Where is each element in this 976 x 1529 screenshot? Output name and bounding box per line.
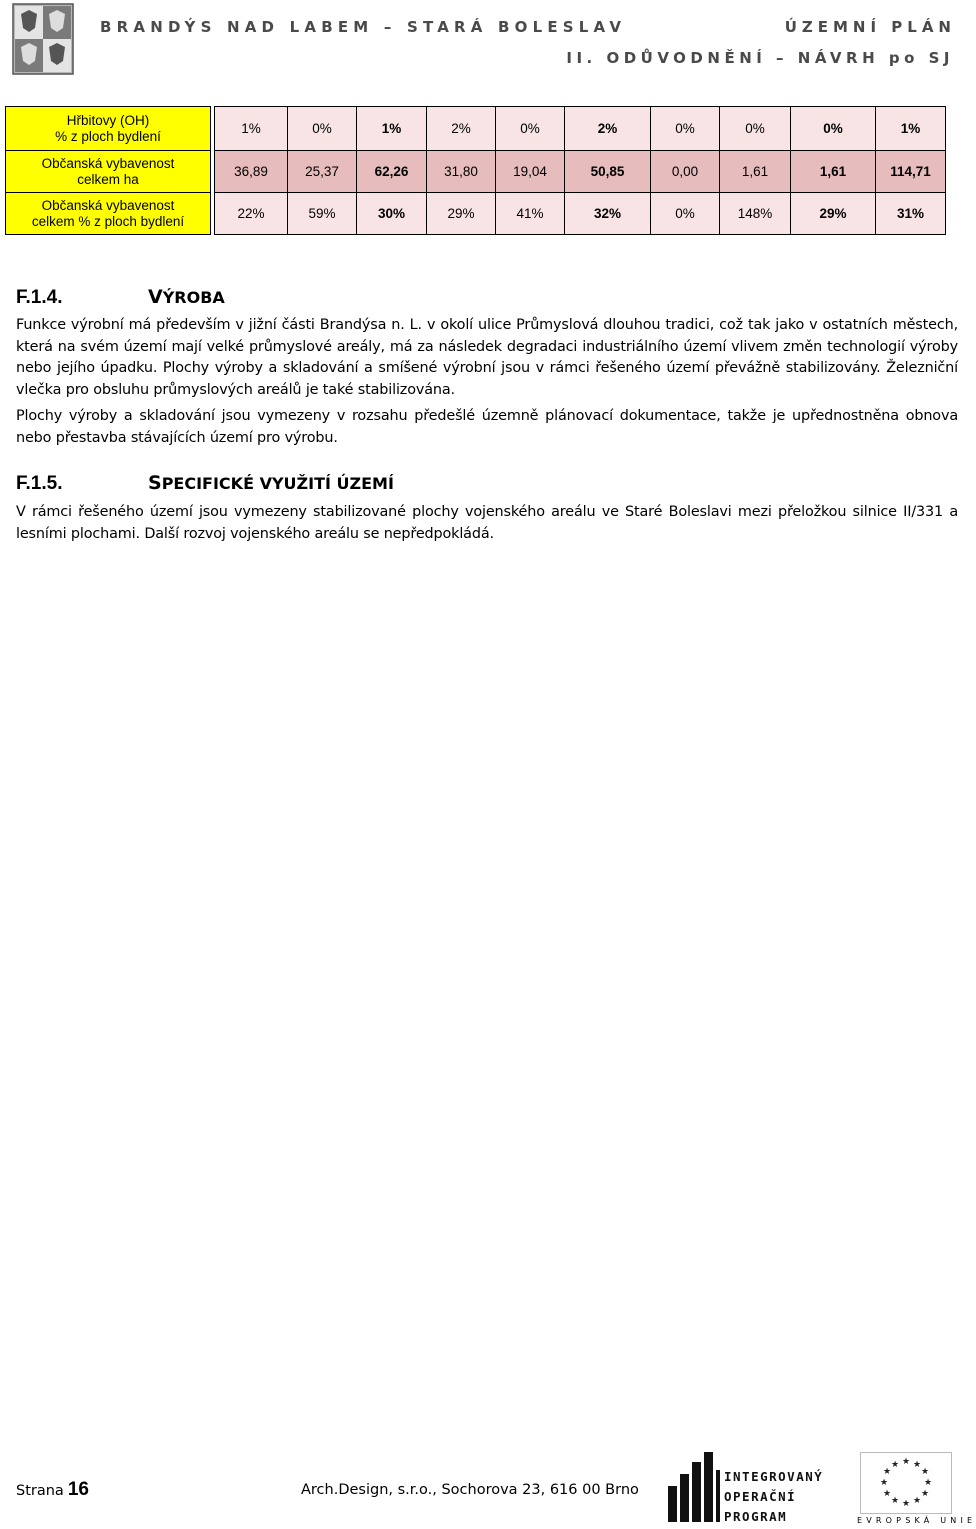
civic-amenities-table bbox=[5, 106, 946, 235]
table-cell: 0% bbox=[720, 107, 791, 151]
table-cell: 114,71 bbox=[876, 151, 946, 193]
row-label-line: Občanská vybavenost celkem ha bbox=[41, 155, 175, 187]
table-cell: 50,85 bbox=[565, 151, 651, 193]
svg-text:★: ★ bbox=[912, 1496, 922, 1506]
row-label bbox=[6, 151, 211, 193]
table-cell: 0% bbox=[496, 107, 565, 151]
table-cell: 62,26 bbox=[357, 151, 427, 193]
table-cell: 1% bbox=[876, 107, 946, 151]
footer-address: Arch.Design, s.r.o., Sochorova 23, 616 00 Brno bbox=[301, 1482, 639, 1498]
table-cell: 2% bbox=[565, 107, 651, 151]
table-cell: 41% bbox=[496, 193, 565, 235]
svg-text:★: ★ bbox=[882, 1467, 892, 1477]
svg-text:★: ★ bbox=[923, 1478, 933, 1488]
table-row bbox=[6, 107, 946, 151]
table-cell: 1% bbox=[215, 107, 288, 151]
table-cell: 36,89 bbox=[215, 151, 288, 193]
table-cell: 25,37 bbox=[288, 151, 357, 193]
eu-flag-stars-icon bbox=[860, 1452, 952, 1514]
table-cell: 1% bbox=[357, 107, 427, 151]
table-cell: 32% bbox=[565, 193, 651, 235]
table-cell: 29% bbox=[791, 193, 876, 235]
row-label bbox=[6, 193, 211, 235]
svg-text:★: ★ bbox=[890, 1496, 900, 1506]
table-cell: 31,80 bbox=[427, 151, 496, 193]
page-number bbox=[16, 1479, 89, 1501]
table-cell: 59% bbox=[288, 193, 357, 235]
section-paragraph: V rámci řešeného území jsou vymezeny stabilizované plochy vojenského areálu ve Staré Boleslavi mezi přeložkou silnice II/331 a lesními plochami. Další rozvoj vojenského areálu se nepředpokládá. bbox=[16, 504, 958, 542]
section-title-initial: V bbox=[148, 286, 163, 308]
row-label-line: Občanská vybavenost celkem % z ploch bydlení bbox=[31, 197, 185, 229]
table-row bbox=[6, 151, 946, 193]
integrated-operational-programme-label bbox=[724, 1467, 823, 1527]
program-line: OPERAČNÍ bbox=[724, 1489, 797, 1504]
eu-label: EVROPSKÁ UNIE bbox=[857, 1516, 976, 1525]
section-paragraph: Funkce výrobní má především v jižní části Brandýsa n. L. v okolí ulice Průmyslová dlouhou tradici, což tak jako v ostatních městech, která na svém území mají velké průmyslové areály, má za následek degradaci industriálního území vlivem změn technologií výroby nebo jejího úpadku. Plochy výroby a skladování a smíšené výrobní jsou v rámci řešeného území převážně stabilizovány. Železniční vlečka pro obsluhu průmyslových areálů je také stabilizována. bbox=[16, 317, 958, 398]
program-line: PROGRAM bbox=[724, 1509, 788, 1524]
program-line: INTEGROVANÝ bbox=[724, 1469, 824, 1484]
row-label-line: Hřbitovy (OH) % z ploch bydlení bbox=[55, 112, 161, 144]
table-cell: 19,04 bbox=[496, 151, 565, 193]
table-cell: 1,61 bbox=[791, 151, 876, 193]
table-cell: 0,00 bbox=[651, 151, 720, 193]
section-heading-specificke-vyuziti bbox=[16, 472, 394, 495]
section-title bbox=[148, 474, 394, 493]
page-label: Strana bbox=[16, 1483, 64, 1499]
table-cell: 31% bbox=[876, 193, 946, 235]
section-title-rest: PECIFICKÉ VYUŽITÍ ÚZEMÍ bbox=[161, 474, 394, 493]
svg-text:★: ★ bbox=[901, 1457, 911, 1467]
svg-text:★: ★ bbox=[901, 1499, 911, 1509]
svg-text:★: ★ bbox=[882, 1489, 892, 1499]
section-title-rest: ÝROBA bbox=[162, 288, 225, 307]
svg-text:★: ★ bbox=[920, 1467, 930, 1477]
table-cell: 0% bbox=[651, 107, 720, 151]
svg-text:★: ★ bbox=[890, 1460, 900, 1470]
table-row bbox=[6, 193, 946, 235]
table-cell: 0% bbox=[791, 107, 876, 151]
table-cell: 0% bbox=[288, 107, 357, 151]
document-header-title bbox=[100, 18, 956, 40]
table-cell: 29% bbox=[427, 193, 496, 235]
section-title bbox=[148, 288, 225, 307]
svg-text:★: ★ bbox=[912, 1460, 922, 1470]
header-town-name: BRANDÝS NAD LABEM – STARÁ BOLESLAV bbox=[100, 18, 627, 36]
table-cell: 148% bbox=[720, 193, 791, 235]
table-cell: 0% bbox=[651, 193, 720, 235]
table-cell: 22% bbox=[215, 193, 288, 235]
header-document-type: ÚZEMNÍ PLÁN bbox=[784, 18, 956, 36]
table-cell: 2% bbox=[427, 107, 496, 151]
section-paragraph: Plochy výroby a skladování jsou vymezeny v rozsahu předešlé územně plánovací dokumentace, takže je upřednostněna obnova nebo přestavba stávajících území pro výrobu. bbox=[16, 408, 958, 446]
table-cell: 1,61 bbox=[720, 151, 791, 193]
section-title-initial: S bbox=[148, 472, 162, 494]
page-number-value: 16 bbox=[67, 1479, 89, 1500]
section-heading-vyroba bbox=[16, 286, 225, 309]
header-subtitle: II. ODŮVODNĚNÍ – NÁVRH po SJ bbox=[566, 49, 954, 67]
table-cell: 30% bbox=[357, 193, 427, 235]
section-number: F.1.4. bbox=[16, 287, 63, 308]
row-label bbox=[6, 107, 211, 151]
svg-text:★: ★ bbox=[879, 1478, 889, 1488]
svg-text:★: ★ bbox=[920, 1489, 930, 1499]
city-coat-of-arms-icon bbox=[11, 2, 75, 76]
section-number: F.1.5. bbox=[16, 473, 63, 494]
